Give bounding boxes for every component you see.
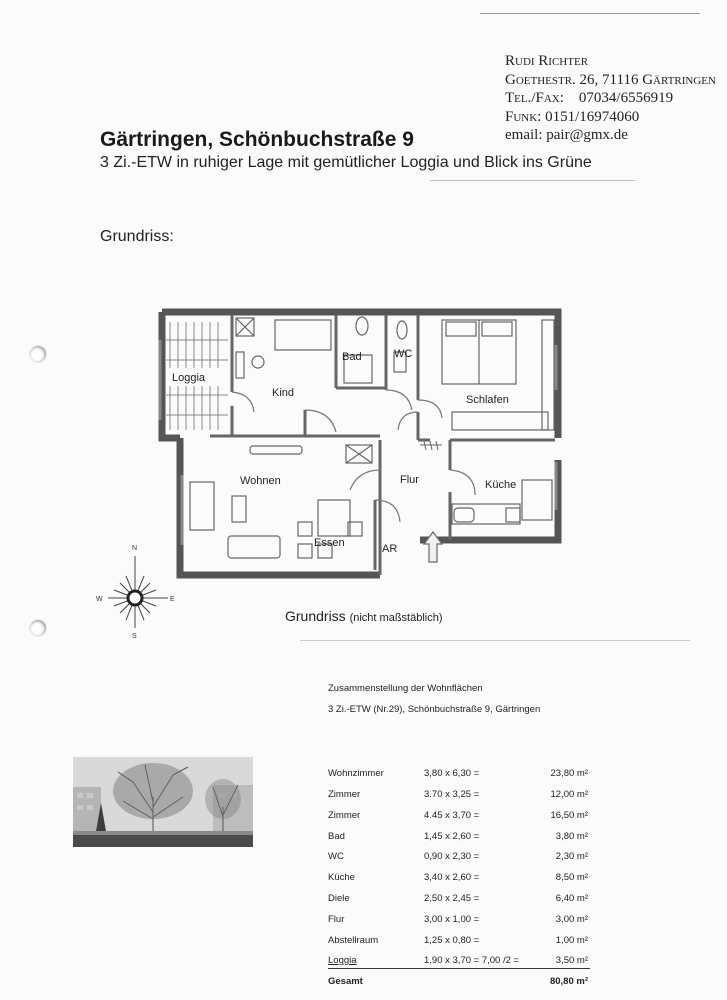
funk-label: Funk: xyxy=(505,108,542,125)
room-label-loggia: Loggia xyxy=(172,372,206,384)
room-label-essen: Essen xyxy=(314,537,345,549)
total-label: Gesamt xyxy=(328,976,363,987)
row-dims: 2,50 x 2,45 = xyxy=(424,893,480,904)
summary-row xyxy=(328,810,588,826)
page-title: Gärtringen, Schönbuchstraße 9 xyxy=(100,128,414,151)
email-label: email: xyxy=(505,127,543,143)
funk-number: 0151/16974060 xyxy=(545,108,640,125)
row-name: Zimmer xyxy=(328,810,361,821)
floor-plan xyxy=(150,300,570,580)
compass-s: S xyxy=(132,633,137,640)
row-area: 6,40 m² xyxy=(555,893,588,904)
row-dims: 1,25 x 0,80 = xyxy=(424,935,480,946)
row-name: Flur xyxy=(328,914,345,925)
row-dims: 3,00 x 1,00 = xyxy=(424,914,480,925)
compass-rose-icon xyxy=(90,540,180,640)
row-dims: 1,90 x 3,70 = 7,00 /2 = xyxy=(424,955,520,966)
room-label-kind: Kind xyxy=(272,387,295,399)
row-area: 3,00 m² xyxy=(555,914,588,925)
contact-block xyxy=(505,52,716,145)
row-name: Diele xyxy=(328,893,350,904)
contact-telfax-line xyxy=(505,89,716,108)
row-name: Abstellraum xyxy=(328,935,379,946)
row-dims: 1,45 x 2,60 = xyxy=(424,831,480,842)
room-label-wohnen: Wohnen xyxy=(240,475,281,487)
summary-row xyxy=(328,768,588,784)
row-area: 3,80 m² xyxy=(555,831,588,842)
row-name: Wohnzimmer xyxy=(328,768,384,779)
summary-total-row xyxy=(328,976,588,992)
contact-funk-line xyxy=(505,108,716,127)
punch-hole-top xyxy=(30,346,46,362)
row-area: 12,00 m² xyxy=(550,789,588,800)
summary-title: Zusammenstellung der Wohnflächen xyxy=(328,683,483,694)
row-area: 16,50 m² xyxy=(550,810,588,821)
summary-row xyxy=(328,872,588,888)
row-name: Küche xyxy=(328,872,355,883)
room-label-kueche: Küche xyxy=(485,479,517,491)
row-name: Bad xyxy=(328,831,345,842)
punch-hole-bottom xyxy=(30,620,46,636)
row-dims: 4.45 x 3,70 = xyxy=(424,810,480,821)
compass-e: E xyxy=(170,596,175,603)
top-rule xyxy=(480,13,700,14)
contact-name: Rudi Richter xyxy=(505,53,589,69)
summary-row xyxy=(328,789,588,805)
telfax-number: 07034/6556919 xyxy=(578,90,674,106)
room-label-ar: AR xyxy=(382,543,398,555)
subtitle-rule xyxy=(430,180,635,181)
row-area: 1,00 m² xyxy=(555,935,588,946)
telfax-label: Tel./Fax: xyxy=(505,90,564,106)
row-area: 8,50 m² xyxy=(555,872,588,883)
email-address[interactable]: pair@gmx.de xyxy=(546,127,628,143)
compass-n: N xyxy=(132,545,138,552)
plan-caption xyxy=(285,608,443,624)
photo-tree-view xyxy=(73,757,253,847)
row-name: Zimmer xyxy=(328,789,361,800)
row-area: 3,50 m² xyxy=(555,955,588,966)
summary-row xyxy=(328,893,588,909)
row-area: 2,30 m² xyxy=(555,851,588,862)
room-label-schlafen: Schlafen xyxy=(466,394,509,406)
plan-caption-text: Grundriss xyxy=(285,608,346,624)
row-dims: 3.70 x 3,25 = xyxy=(424,789,480,800)
plan-heading: Grundriss: xyxy=(100,228,174,245)
row-dims: 0,90 x 2,30 = xyxy=(424,851,480,862)
plan-caption-note: (nicht maßstäblich) xyxy=(349,612,443,624)
contact-email-line xyxy=(505,126,716,145)
row-dims: 3,40 x 2,60 = xyxy=(424,872,480,883)
row-name: WC xyxy=(328,851,344,862)
total-rule xyxy=(328,968,590,969)
summary-row xyxy=(328,935,588,951)
summary-row xyxy=(328,914,588,930)
room-label-flur: Flur xyxy=(400,474,419,486)
room-label-bad: Bad xyxy=(342,351,362,363)
room-label-wc: WC xyxy=(394,348,413,360)
row-name: Loggia xyxy=(328,955,357,966)
row-dims: 3,80 x 6,30 = xyxy=(424,768,480,779)
summary-row xyxy=(328,831,588,847)
summary-subtitle: 3 Zi.-ETW (Nr.29), Schönbuchstraße 9, Gärtringen xyxy=(328,704,541,715)
page-subtitle: 3 Zi.-ETW in ruhiger Lage mit gemütlicher Loggia und Blick ins Grüne xyxy=(100,154,592,171)
contact-address: Goethestr. 26, 71116 Gärtringen xyxy=(505,71,716,88)
row-area: 23,80 m² xyxy=(550,768,588,779)
total-area: 80,80 m² xyxy=(549,976,588,987)
compass-w: W xyxy=(96,596,103,603)
caption-rule xyxy=(300,640,690,641)
summary-row xyxy=(328,851,588,867)
